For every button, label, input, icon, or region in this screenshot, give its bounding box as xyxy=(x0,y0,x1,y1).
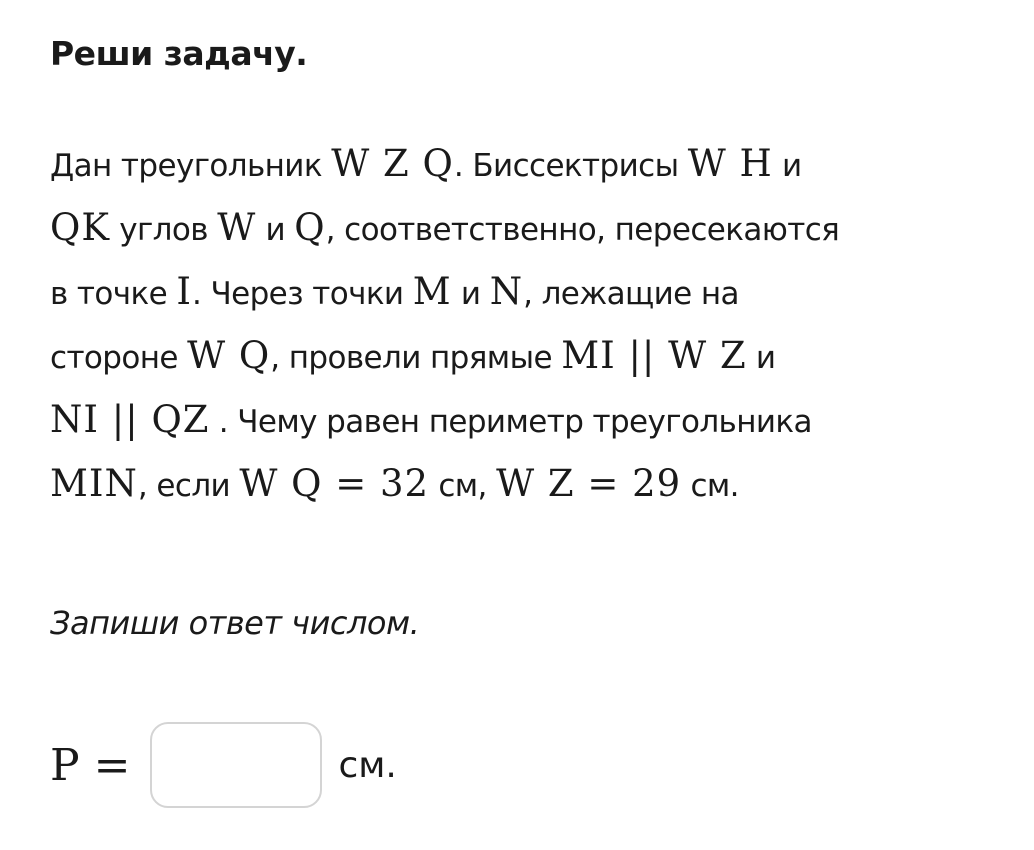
problem-line xyxy=(50,196,1025,260)
problem-text: , если xyxy=(137,468,240,504)
math-expression: NI || QZ xyxy=(50,398,210,441)
answer-input[interactable] xyxy=(150,722,322,808)
problem-line xyxy=(50,452,1025,516)
math-expression: W Z Q xyxy=(331,142,454,185)
problem-text: , лежащие на xyxy=(523,276,739,312)
problem-text: в точке xyxy=(50,276,177,312)
problem-text: . Биссектрисы xyxy=(453,148,688,184)
answer-unit: см. xyxy=(338,744,397,786)
problem-text: углов xyxy=(109,212,218,248)
problem-line xyxy=(50,388,1025,452)
problem-line xyxy=(50,324,1025,388)
math-expression: MI || W Z xyxy=(561,334,747,377)
math-expression: N xyxy=(489,270,524,313)
problem-line xyxy=(50,260,1025,324)
problem-text: , соответственно, пересекаются xyxy=(325,212,840,248)
math-expression: W Z = 29 xyxy=(496,462,682,505)
math-expression: W Q = 32 xyxy=(239,462,430,505)
math-expression: W Q xyxy=(187,334,271,377)
math-expression: Q xyxy=(294,206,326,249)
problem-line xyxy=(50,132,1025,196)
problem-text: и xyxy=(256,212,295,248)
math-expression: QK xyxy=(50,206,110,249)
math-expression: M xyxy=(412,270,452,313)
answer-instruction: Запиши ответ числом. xyxy=(50,604,420,642)
problem-text: и xyxy=(451,276,490,312)
answer-row xyxy=(50,722,397,808)
problem-text: и xyxy=(772,148,802,184)
problem-text: и xyxy=(746,340,776,376)
problem-text: . Через точки xyxy=(191,276,413,312)
math-expression: W H xyxy=(687,142,773,185)
task-title: Реши задачу. xyxy=(50,34,308,73)
problem-text: . Чему равен периметр треугольника xyxy=(209,404,812,440)
problem-text: стороне xyxy=(50,340,188,376)
math-expression: MIN xyxy=(50,462,138,505)
answer-label: P = xyxy=(50,739,131,791)
problem-text: Дан треугольник xyxy=(50,148,332,184)
problem-statement xyxy=(50,132,1025,516)
math-expression: I xyxy=(176,270,192,313)
math-expression: W xyxy=(217,206,257,249)
problem-text: см. xyxy=(681,468,739,504)
problem-text: см, xyxy=(429,468,497,504)
problem-text: , провели прямые xyxy=(270,340,562,376)
